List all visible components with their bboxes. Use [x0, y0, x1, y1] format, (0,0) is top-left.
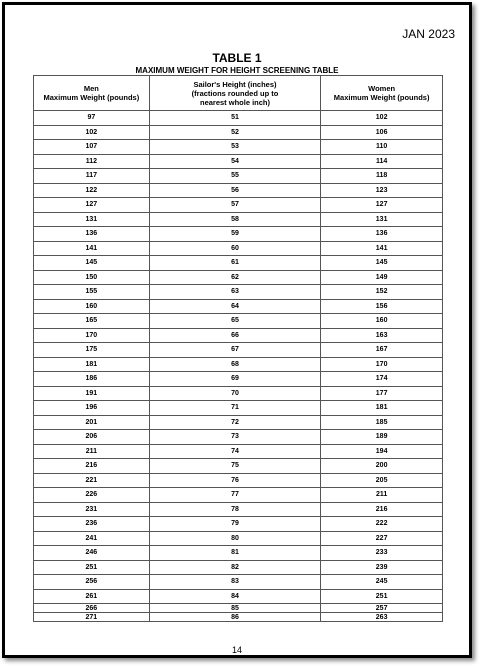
table-row [34, 401, 443, 416]
cell-women-weight: 194 [321, 444, 443, 459]
cell-men-weight: 181 [34, 357, 150, 372]
cell-women-weight: 106 [321, 125, 443, 140]
cell-height: 84 [149, 589, 321, 604]
cell-men-weight: 236 [34, 517, 150, 532]
cell-men-weight: 150 [34, 270, 150, 285]
cell-height: 64 [149, 299, 321, 314]
cell-women-weight: 251 [321, 589, 443, 604]
cell-men-weight: 226 [34, 488, 150, 503]
table-row [34, 270, 443, 285]
table-row [34, 212, 443, 227]
cell-height: 73 [149, 430, 321, 445]
cell-height: 60 [149, 241, 321, 256]
cell-women-weight: 156 [321, 299, 443, 314]
cell-height: 57 [149, 198, 321, 213]
cell-height: 56 [149, 183, 321, 198]
document-date: JAN 2023 [402, 27, 455, 41]
table-row [34, 357, 443, 372]
cell-men-weight: 165 [34, 314, 150, 329]
cell-men-weight: 127 [34, 198, 150, 213]
table-row [34, 502, 443, 517]
cell-height: 75 [149, 459, 321, 474]
table-subtitle: MAXIMUM WEIGHT FOR HEIGHT SCREENING TABLE [135, 66, 339, 75]
cell-women-weight: 136 [321, 227, 443, 242]
cell-women-weight: 189 [321, 430, 443, 445]
cell-height: 69 [149, 372, 321, 387]
cell-women-weight: 123 [321, 183, 443, 198]
cell-men-weight: 117 [34, 169, 150, 184]
cell-women-weight: 131 [321, 212, 443, 227]
cell-height: 68 [149, 357, 321, 372]
cell-women-weight: 167 [321, 343, 443, 358]
table-row [34, 125, 443, 140]
cell-women-weight: 233 [321, 546, 443, 561]
cell-women-weight: 200 [321, 459, 443, 474]
table-header-row [34, 76, 443, 111]
header-height-line-1: Sailor's Height (inches) [193, 79, 277, 89]
cell-height: 82 [149, 560, 321, 575]
cell-women-weight: 205 [321, 473, 443, 488]
cell-men-weight: 186 [34, 372, 150, 387]
cell-women-weight: 118 [321, 169, 443, 184]
cell-men-weight: 131 [34, 212, 150, 227]
header-women-line-2: Maximum Weight (pounds) [333, 93, 430, 102]
cell-height: 61 [149, 256, 321, 271]
cell-height: 67 [149, 343, 321, 358]
table-row [34, 169, 443, 184]
cell-men-weight: 241 [34, 531, 150, 546]
table-row [34, 198, 443, 213]
table-row [34, 285, 443, 300]
cell-women-weight: 239 [321, 560, 443, 575]
table-row [34, 154, 443, 169]
cell-women-weight: 149 [321, 270, 443, 285]
header-women [321, 76, 443, 111]
cell-height: 76 [149, 473, 321, 488]
header-women-line-1: Women [368, 84, 396, 93]
table-row [34, 140, 443, 155]
header-height-line-3: nearest whole inch) [199, 97, 271, 107]
table-title: TABLE 1 [212, 51, 262, 65]
cell-men-weight: 122 [34, 183, 150, 198]
cell-men-weight: 160 [34, 299, 150, 314]
cell-women-weight: 211 [321, 488, 443, 503]
cell-height: 65 [149, 314, 321, 329]
table-row [34, 256, 443, 271]
table-row [34, 575, 443, 590]
cell-women-weight: 263 [321, 613, 443, 622]
cell-women-weight: 216 [321, 502, 443, 517]
cell-women-weight: 222 [321, 517, 443, 532]
cell-height: 55 [149, 169, 321, 184]
cell-men-weight: 196 [34, 401, 150, 416]
cell-height: 58 [149, 212, 321, 227]
cell-men-weight: 206 [34, 430, 150, 445]
cell-height: 80 [149, 531, 321, 546]
table-row [34, 415, 443, 430]
table-row [34, 227, 443, 242]
cell-height: 52 [149, 125, 321, 140]
cell-height: 83 [149, 575, 321, 590]
cell-height: 72 [149, 415, 321, 430]
cell-women-weight: 110 [321, 140, 443, 155]
cell-height: 71 [149, 401, 321, 416]
table-row [34, 613, 443, 622]
cell-women-weight: 114 [321, 154, 443, 169]
cell-women-weight: 127 [321, 198, 443, 213]
table-row [34, 111, 443, 126]
cell-height: 78 [149, 502, 321, 517]
document-page [2, 2, 472, 658]
table-row [34, 444, 443, 459]
cell-men-weight: 170 [34, 328, 150, 343]
cell-men-weight: 246 [34, 546, 150, 561]
cell-height: 54 [149, 154, 321, 169]
cell-women-weight: 185 [321, 415, 443, 430]
cell-women-weight: 141 [321, 241, 443, 256]
cell-women-weight: 160 [321, 314, 443, 329]
cell-height: 63 [149, 285, 321, 300]
cell-height: 77 [149, 488, 321, 503]
cell-men-weight: 251 [34, 560, 150, 575]
cell-men-weight: 211 [34, 444, 150, 459]
table-row [34, 386, 443, 401]
cell-men-weight: 107 [34, 140, 150, 155]
cell-women-weight: 170 [321, 357, 443, 372]
cell-height: 62 [149, 270, 321, 285]
table-row [34, 589, 443, 604]
cell-men-weight: 136 [34, 227, 150, 242]
cell-height: 59 [149, 227, 321, 242]
table-row [34, 459, 443, 474]
cell-height: 86 [149, 613, 321, 622]
table-row [34, 430, 443, 445]
table-row [34, 328, 443, 343]
page-number: 14 [231, 645, 242, 655]
table-row [34, 183, 443, 198]
cell-height: 51 [149, 111, 321, 126]
cell-men-weight: 191 [34, 386, 150, 401]
cell-women-weight: 245 [321, 575, 443, 590]
cell-women-weight: 152 [321, 285, 443, 300]
table-row [34, 372, 443, 387]
table-body [34, 111, 443, 622]
cell-men-weight: 216 [34, 459, 150, 474]
table-row [34, 546, 443, 561]
cell-women-weight: 163 [321, 328, 443, 343]
cell-men-weight: 175 [34, 343, 150, 358]
cell-men-weight: 261 [34, 589, 150, 604]
cell-men-weight: 221 [34, 473, 150, 488]
cell-men-weight: 145 [34, 256, 150, 271]
cell-height: 74 [149, 444, 321, 459]
cell-men-weight: 97 [34, 111, 150, 126]
cell-women-weight: 102 [321, 111, 443, 126]
header-men-line-2: Maximum Weight (pounds) [43, 93, 140, 102]
table-row [34, 299, 443, 314]
weight-screening-table [33, 75, 443, 622]
cell-men-weight: 201 [34, 415, 150, 430]
cell-height: 70 [149, 386, 321, 401]
cell-men-weight: 266 [34, 604, 150, 613]
table-row [34, 473, 443, 488]
cell-height: 66 [149, 328, 321, 343]
cell-height: 79 [149, 517, 321, 532]
table-row [34, 241, 443, 256]
table-row [34, 531, 443, 546]
cell-height: 85 [149, 604, 321, 613]
table-row [34, 560, 443, 575]
table-row [34, 343, 443, 358]
cell-women-weight: 177 [321, 386, 443, 401]
cell-women-weight: 145 [321, 256, 443, 271]
header-height-line-2: (fractions rounded up to [191, 88, 279, 98]
cell-women-weight: 181 [321, 401, 443, 416]
cell-men-weight: 155 [34, 285, 150, 300]
table-row [34, 488, 443, 503]
table-row [34, 314, 443, 329]
header-men-line-1: Men [83, 84, 99, 93]
cell-men-weight: 231 [34, 502, 150, 517]
cell-men-weight: 112 [34, 154, 150, 169]
cell-women-weight: 174 [321, 372, 443, 387]
cell-men-weight: 271 [34, 613, 150, 622]
cell-men-weight: 256 [34, 575, 150, 590]
cell-men-weight: 102 [34, 125, 150, 140]
cell-men-weight: 141 [34, 241, 150, 256]
cell-women-weight: 227 [321, 531, 443, 546]
header-height [149, 76, 321, 111]
header-men [34, 76, 150, 111]
cell-height: 53 [149, 140, 321, 155]
cell-women-weight: 257 [321, 604, 443, 613]
table-row [34, 604, 443, 613]
table-row [34, 517, 443, 532]
cell-height: 81 [149, 546, 321, 561]
